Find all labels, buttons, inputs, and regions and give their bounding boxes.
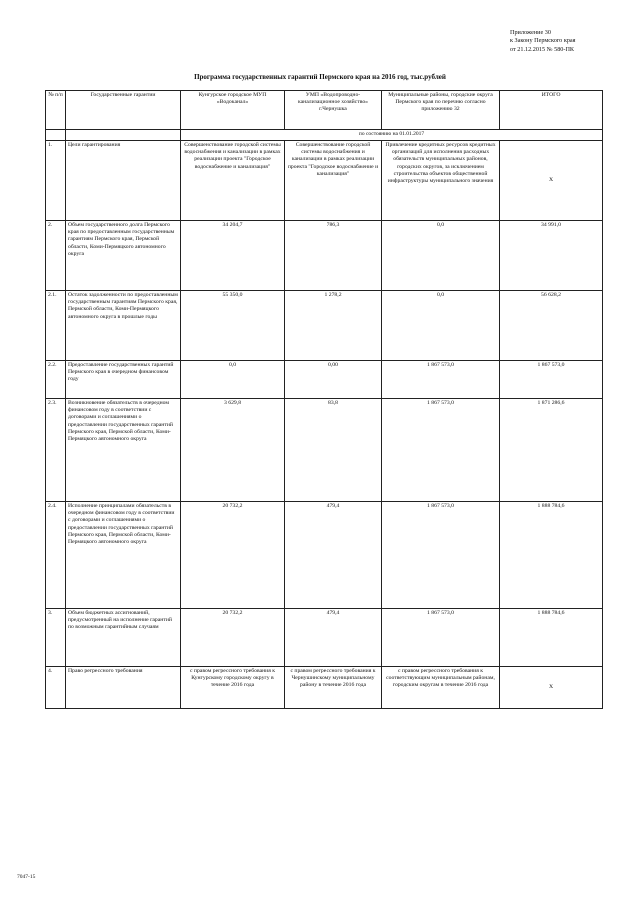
- row-total: Х: [500, 667, 603, 709]
- row-col2: 1 278,2: [285, 291, 382, 361]
- row-total: 1 871 286,6: [500, 399, 603, 502]
- row-col2: 0,00: [285, 361, 382, 399]
- row-num: 2.1.: [46, 291, 66, 361]
- row-name: Цели гарантирования: [66, 141, 181, 221]
- table-header-row: [46, 91, 603, 130]
- row-col2: 786,3: [285, 221, 382, 291]
- table-row: [46, 221, 603, 291]
- table-row: [46, 609, 603, 667]
- guarantees-table: [45, 90, 603, 709]
- as-of-row: [46, 130, 603, 141]
- row-col3: 0,0: [382, 291, 500, 361]
- row-num: 2.3.: [46, 399, 66, 502]
- row-num: 3.: [46, 609, 66, 667]
- header-guarantee: Государственные гарантии: [66, 91, 181, 130]
- footer-code: 7047-15: [17, 874, 36, 880]
- row-total: 56 628,2: [500, 291, 603, 361]
- row-col3: 1 867 573,0: [382, 609, 500, 667]
- row-col3: 1 867 573,0: [382, 502, 500, 609]
- header-municipal: Муниципальные районы, городские округа Пермского края по перечню согласно приложению 32: [382, 91, 500, 130]
- row-name: Возникновение обязательств в очередном финансовом году в соответствии с договорами и соглашениями о предоставлении государственных гарантий Пермского края, Пермской области, Коми-Пермяцкого автономного округа: [66, 399, 181, 502]
- row-col3: с правом регрессного требования к соответствующим муниципальным районам, городским округам в течение 2016 года: [382, 667, 500, 709]
- row-num: 2.2.: [46, 361, 66, 399]
- header-chernushka: УМП «Водопроводно-канализационное хозяйство» г.Чернушка: [285, 91, 382, 130]
- row-num: 4.: [46, 667, 66, 709]
- table-row: [46, 502, 603, 609]
- row-col1: 0,0: [181, 361, 285, 399]
- row-col2: 479,4: [285, 502, 382, 609]
- row-col1: с правом регрессного требования к Кунгурскому городскому округу в течение 2016 года: [181, 667, 285, 709]
- appendix-line-2: к Закону Пермского края: [510, 37, 576, 45]
- table-row: [46, 667, 603, 709]
- row-col1: 55 350,0: [181, 291, 285, 361]
- row-name: Исполнение принципалами обязательств в очередном финансовом году в соответствии с договорами и соглашениями о предоставлении государственных гарантий Пермского края, Пермской области, Коми-Пермяцкого автономного округа: [66, 502, 181, 609]
- row-col1: 3 629,8: [181, 399, 285, 502]
- row-name: Предоставление государственных гарантий Пермского края в очередном финансовом году: [66, 361, 181, 399]
- row-total: 1 867 573,0: [500, 361, 603, 399]
- row-col2: с правом регрессного требования к Чернушинскому муниципальному району в течение 2016 года: [285, 667, 382, 709]
- row-total: 1 888 784,6: [500, 502, 603, 609]
- row-total: 1 888 784,6: [500, 609, 603, 667]
- row-total: Х: [500, 141, 603, 221]
- row-col1: 20 732,2: [181, 502, 285, 609]
- table-row: [46, 141, 603, 221]
- row-name: Объем бюджетных ассигнований, предусмотренный на исполнение гарантий по возможным гарантийным случаям: [66, 609, 181, 667]
- row-col3: 1 867 573,0: [382, 361, 500, 399]
- row-col1: 34 204,7: [181, 221, 285, 291]
- header-total: ИТОГО: [500, 91, 603, 130]
- header-kungur: Кунгурское городское МУП «Водоканал»: [181, 91, 285, 130]
- appendix-line-3: от 21.12.2015 № 580-ПК: [510, 45, 575, 53]
- row-col2: 83,8: [285, 399, 382, 502]
- row-name: Остаток задолженности по предоставленным государственным гарантиям Пермского края, Пермской области, Коми-Пермяцкого автономного округа в прошлые годы: [66, 291, 181, 361]
- row-num: 2.4.: [46, 502, 66, 609]
- table-row: [46, 399, 603, 502]
- row-col3: Привлечение кредитных ресурсов кредитных организаций для исполнения расходных обязательств муниципальных районов, городских округов, за исключением строительства объектов общественной инфраструктуры муниципального значения: [382, 141, 500, 221]
- header-num: № п/п: [46, 91, 66, 130]
- row-name: Объем государственного долга Пермского края по предоставленным государственным гарантиям Пермского края, Пермской области, Коми-Пермяцкого автономного округа: [66, 221, 181, 291]
- row-col2: 479,4: [285, 609, 382, 667]
- row-num: 2.: [46, 221, 66, 291]
- row-col2: Совершенствование городской системы водоснабжения и канализации в рамках реализации проекта "Городское водоснабжение и канализация": [285, 141, 382, 221]
- row-col1: Совершенствование городской системы водоснабжения и канализации в рамках реализации проекта "Городское водоснабжение и канализация": [181, 141, 285, 221]
- row-col1: 20 732,2: [181, 609, 285, 667]
- row-col3: 0,0: [382, 221, 500, 291]
- row-total: 34 991,0: [500, 221, 603, 291]
- appendix-line-1: Приложение 30: [510, 29, 551, 36]
- appendix-note: [510, 29, 634, 54]
- row-num: 1.: [46, 141, 66, 221]
- row-col3: 1 867 573,0: [382, 399, 500, 502]
- row-name: Право регрессного требования: [66, 667, 181, 709]
- document-title: Программа государственных гарантий Пермского края на 2016 год, тыс.рублей: [194, 73, 446, 81]
- table-row: [46, 291, 603, 361]
- table-row: [46, 361, 603, 399]
- as-of-date: по состоянию на 01.01.2017: [181, 130, 603, 141]
